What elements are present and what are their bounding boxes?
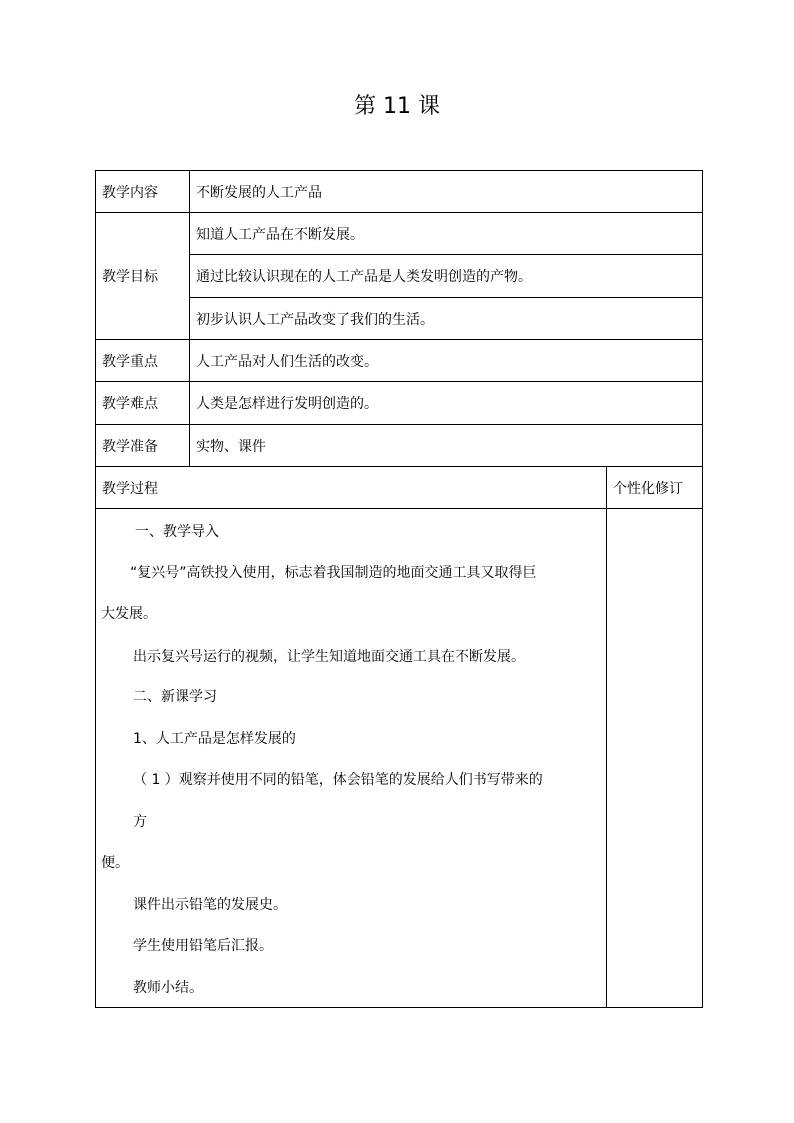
section-heading: 一、教学导入 [135,524,219,540]
paragraph-line: 出示复兴号运行的视频，让学生知道地面交通工具在不断发展。 [133,649,525,665]
row-label-key-points: 教学重点 [102,353,158,370]
section-heading: 二、新课学习 [133,689,217,705]
paragraph-line: 教师小结。 [133,980,203,996]
paragraph-line: 课件出示铅笔的发展史。 [133,897,287,913]
paragraph-line: 方 [133,814,147,830]
paragraph-line: “复兴号”高铁投入使用，标志着我国制造的地面交通工具又取得巨 [130,565,537,581]
row-label-difficulties: 教学难点 [102,396,158,412]
preparation-value: 实物、课件 [196,438,266,455]
paragraph-line: 大发展。 [101,606,157,622]
objective-item: 通过比较认识现在的人工产品是人类发明创造的产物。 [196,269,532,285]
key-points-value: 人工产品对人们生活的改变。 [196,353,378,370]
row-label-objectives: 教学目标 [102,269,158,285]
row-label-content: 教学内容 [102,184,158,201]
paragraph-line: 学生使用铅笔后汇报。 [133,938,273,954]
page-title: 第 11 课 [354,94,440,119]
revision-header: 个性化修订 [613,480,683,497]
subsection-heading: 1、人工产品是怎样发展的 [133,731,296,747]
paragraph-line: 便。 [101,855,129,871]
row-label-preparation: 教学准备 [102,438,158,455]
process-header: 教学过程 [102,480,158,497]
objective-item: 初步认识人工产品改变了我们的生活。 [196,311,434,328]
objective-item: 知道人工产品在不断发展。 [196,226,364,243]
lesson-content-value: 不断发展的人工产品 [196,184,322,201]
difficulties-value: 人类是怎样进行发明创造的。 [196,396,378,412]
paragraph-line: （ 1 ）观察并使用不同的铅笔，体会铅笔的发展给人们书写带来的 [133,772,543,788]
